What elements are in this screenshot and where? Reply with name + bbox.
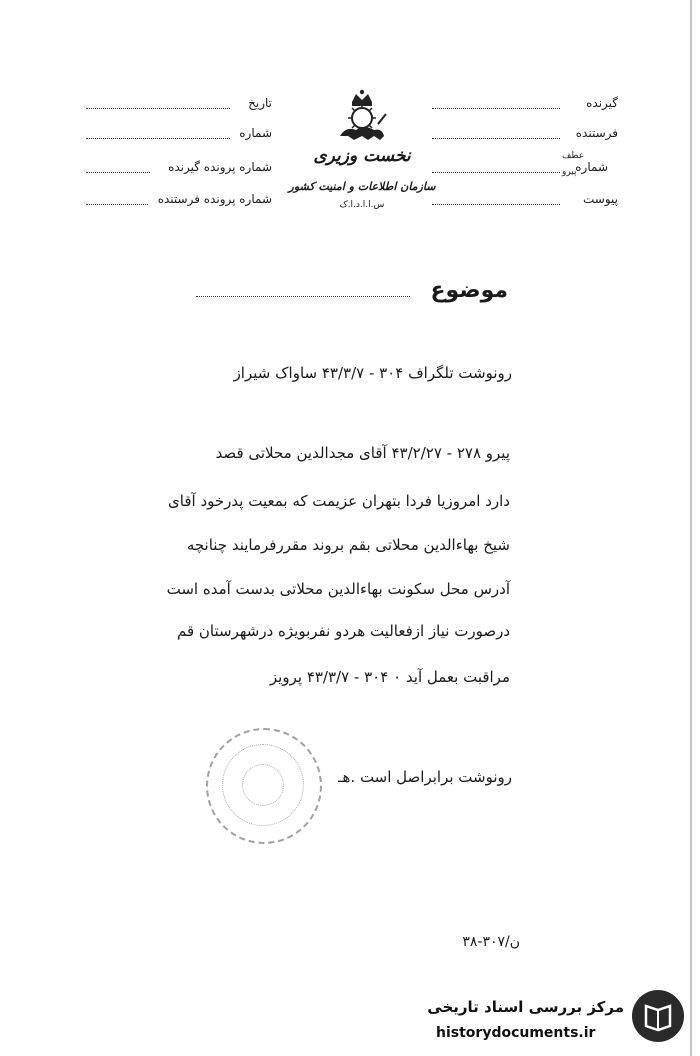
left-number-dots: [86, 138, 230, 139]
ministry-title: نخست وزیری: [313, 146, 411, 166]
receiver-dots: [432, 108, 560, 109]
organization-title: سازمان اطلاعات و امنیت کشور: [288, 180, 436, 193]
subject-dots: [196, 296, 410, 297]
footer-organization: مرکز بررسی اسناد تاریخی: [427, 998, 624, 1016]
certification-line: رونوشت برابراصل است .هـ: [338, 768, 512, 786]
book-icon: [632, 990, 684, 1042]
body-line: درصورت نیاز ازفعالیت هردو نفربویژه درشهرستان قم: [176, 622, 510, 640]
body-line: مراقبت بعمل آید ۰ ۳۰۴ - ۴۳/۳/۷ پرویز: [269, 668, 510, 686]
page-edge-shadow: [690, 0, 692, 1056]
followup-label: پیرو: [562, 167, 577, 177]
body-line: شیخ بهاءالدین محلاتی بقم بروند مقررفرمایند چنانچه: [186, 536, 510, 554]
sender-file-dots: [86, 204, 148, 205]
subject-label: موضوع: [430, 278, 508, 303]
sender-file-label: شماره پرونده فرستنده: [157, 192, 272, 206]
official-seal-stamp: [206, 728, 322, 844]
title-line: رونوشت تلگراف ۳۰۴ - ۴۳/۳/۷ ساواک شیراز: [233, 364, 512, 382]
sender-label: فرستنده: [575, 126, 618, 140]
date-dots: [86, 108, 230, 109]
number-dots: [432, 172, 560, 173]
receiver-file-dots: [86, 172, 150, 173]
receiver-label: گیرنده: [586, 96, 618, 110]
reference-label: عطف: [562, 151, 585, 161]
archive-reference: ن/۳۰۷-۳۸: [462, 934, 520, 950]
body-line: دارد امروزیا فردا بتهران عزیمت که بمعیت پدرخود آقای: [168, 492, 510, 510]
sender-dots: [432, 138, 560, 139]
attachment-label: پیوست: [583, 192, 618, 206]
attachment-dots: [432, 204, 560, 205]
lion-and-sun-crown-icon: [334, 88, 390, 146]
number-label: شماره: [575, 160, 608, 174]
seal-center-ring: [242, 764, 284, 806]
date-label: تاریخ: [248, 96, 272, 110]
body-line: آدرس محل سکونت بهاءالدین محلاتی بدست آمده است: [166, 580, 510, 598]
body-line: پیرو ۲۷۸ - ۴۳/۲/۲۷ آقای مجدالدین محلاتی قصد: [215, 444, 510, 462]
archive-logo-icon: [632, 990, 684, 1042]
organization-code: س.ا.ا.د.ا.ک: [339, 200, 385, 210]
footer-url: historydocuments.ir: [436, 1025, 596, 1041]
left-number-label: شماره: [239, 126, 272, 140]
receiver-file-label: شماره پرونده گیرنده: [168, 160, 272, 174]
